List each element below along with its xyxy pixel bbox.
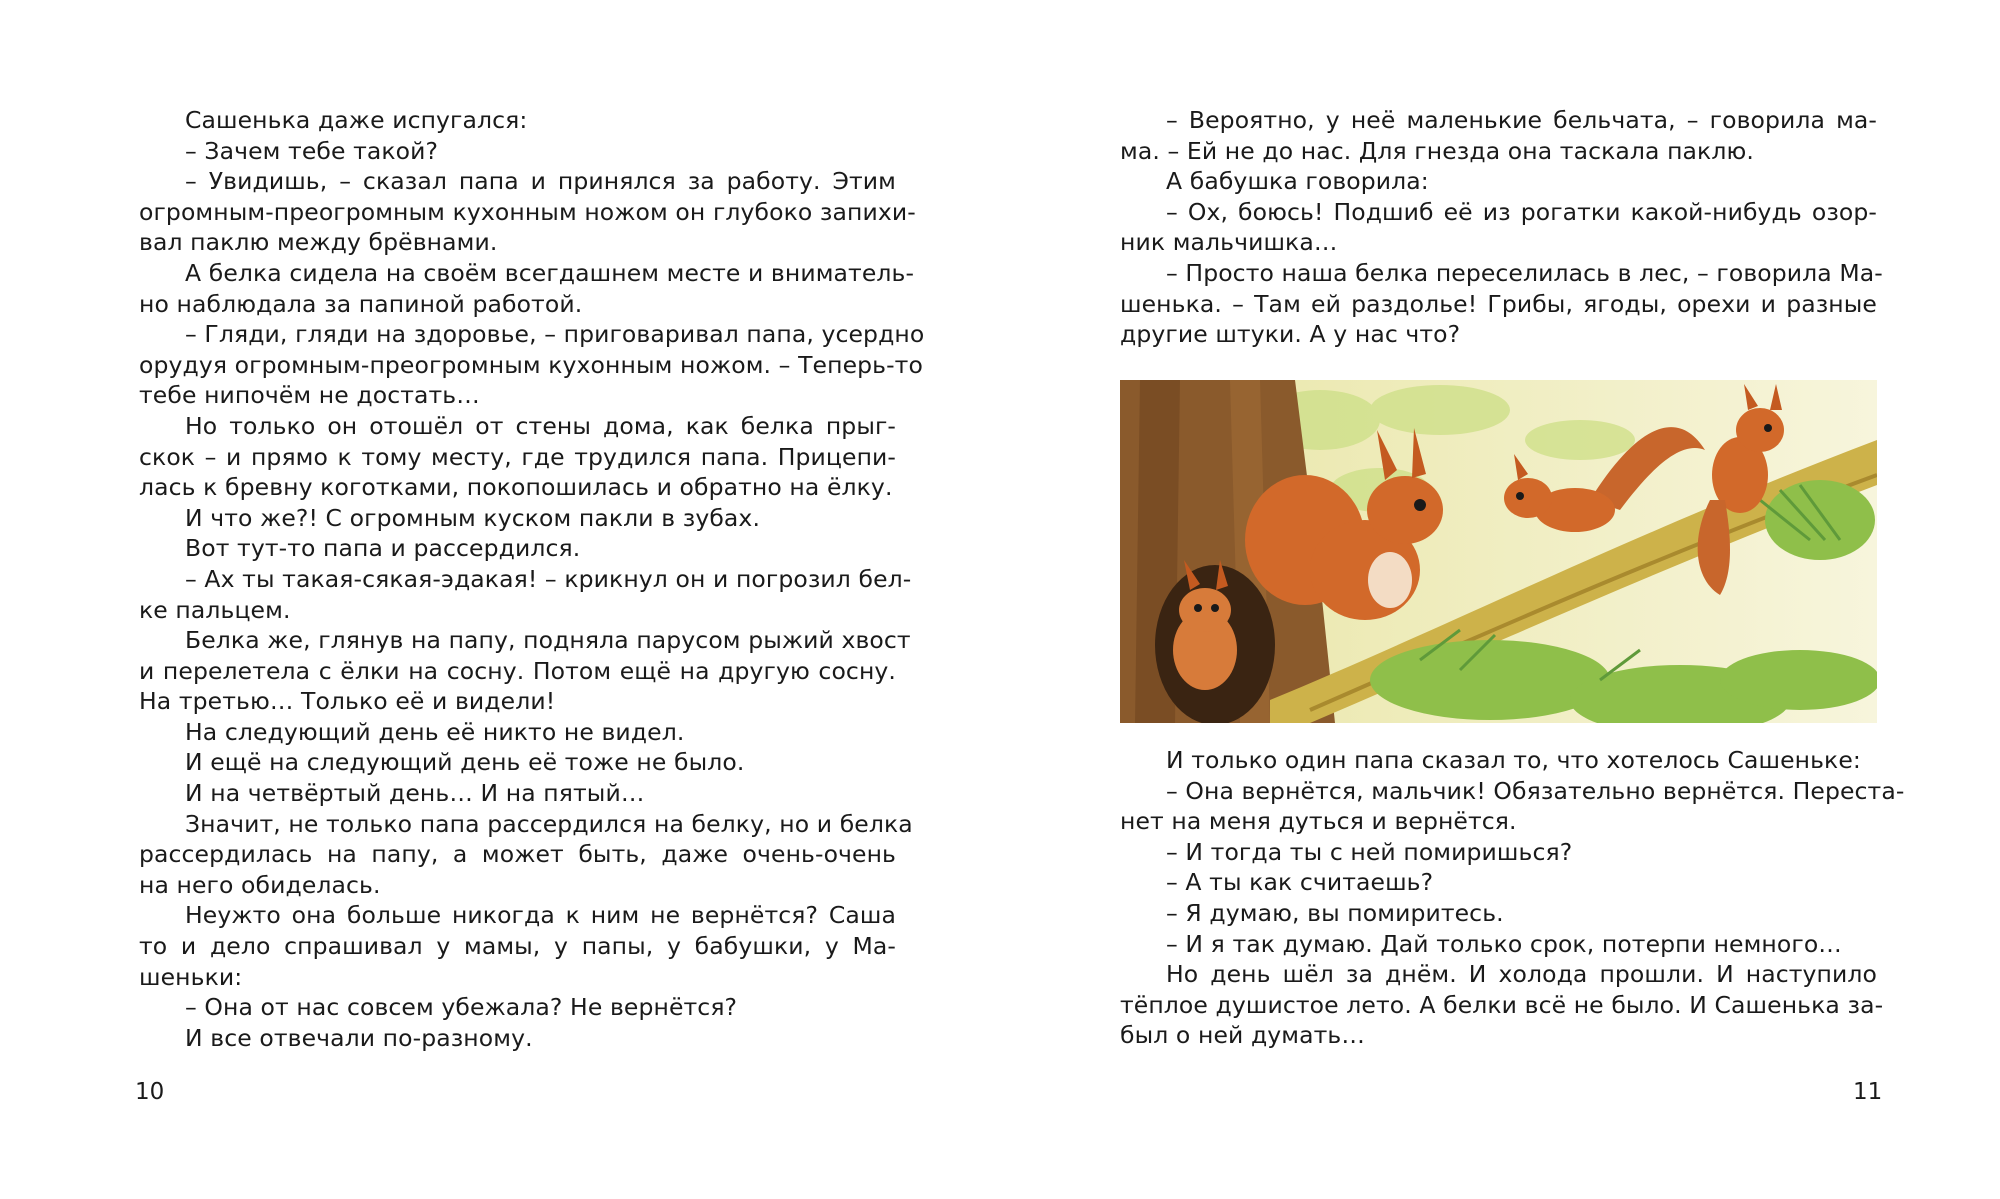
text-line: И ещё на следующий день её тоже не было.	[185, 748, 745, 777]
text-line: лась к бревну коготками, покопошилась и обратно на ёлку.	[139, 473, 893, 502]
text-line: вал паклю между брёвнами.	[139, 228, 498, 257]
text-line: Вот тут-то папа и рассердился.	[185, 534, 581, 563]
text-line: – Ох, боюсь! Подшиб её из рогатки какой-нибудь озор-	[1166, 197, 1877, 226]
text-line: – Увидишь, – сказал папа и принялся за работу. Этим	[185, 167, 896, 196]
text-line: Белка же, глянув на папу, подняла парусом рыжий хвост	[185, 626, 911, 655]
right-page-text-bottom	[1120, 745, 1905, 1051]
text-line: Неужто она больше никогда к ним не вернётся? Саша	[185, 901, 896, 930]
text-line: На третью… Только её и видели!	[139, 687, 556, 716]
squirrels-illustration	[1120, 380, 1877, 723]
text-line: Сашенька даже испугался:	[185, 106, 528, 134]
text-line: Но день шёл за днём. И холода прошли. И наступило	[1166, 960, 1877, 989]
text-line: – Она от нас совсем убежала? Не вернётся?	[185, 993, 738, 1022]
text-line: – Гляди, гляди на здоровье, – приговаривал папа, усердно	[185, 320, 925, 349]
text-line: рассердилась на папу, а может быть, даже очень-очень	[139, 840, 896, 869]
text-line: другие штуки. А у нас что?	[1120, 320, 1461, 349]
text-line: огромным-преогромным кухонным ножом он глубоко запихи-	[139, 197, 916, 226]
text-line: И все отвечали по-разному.	[185, 1023, 533, 1052]
text-line: – Зачем тебе такой?	[185, 136, 439, 165]
right-page-text-top	[1120, 105, 1883, 350]
text-line: – И тогда ты с ней помиришься?	[1166, 837, 1573, 866]
text-line: ник мальчишка…	[1120, 228, 1338, 257]
text-line: ма. – Ей не до нас. Для гнезда она таскала паклю.	[1120, 136, 1754, 165]
text-line: И только один папа сказал то, что хотелось Сашеньке:	[1166, 746, 1861, 774]
text-line: На следующий день её никто не видел.	[185, 717, 685, 746]
text-line: Значит, не только папа рассердился на белку, но и белка	[185, 809, 913, 838]
text-line: и перелетела с ёлки на сосну. Потом ещё на другую сосну.	[139, 656, 896, 685]
text-line: Но только он отошёл от стены дома, как белка прыг-	[185, 411, 896, 440]
text-line: – И я так думаю. Дай только срок, потерпи немного…	[1166, 929, 1842, 958]
text-line: И на четвёртый день… И на пятый…	[185, 779, 645, 808]
text-line: – Я думаю, вы помиритесь.	[1166, 898, 1504, 927]
text-line: – Вероятно, у неё маленькие бельчата, – говорила ма-	[1166, 106, 1877, 134]
text-line: был о ней думать…	[1120, 1021, 1365, 1050]
text-line: шеньки:	[139, 962, 243, 991]
text-line: А бабушка говорила:	[1166, 167, 1429, 196]
text-line: ке пальцем.	[139, 595, 291, 624]
text-line: И что же?! С огромным куском пакли в зубах.	[185, 503, 761, 532]
left-page-text	[139, 105, 925, 1053]
text-line: тёплое душистое лето. А белки всё не было. И Сашенька за-	[1120, 990, 1884, 1019]
text-line: – Ах ты такая-сякая-эдакая! – крикнул он и погрозил бел-	[185, 564, 912, 593]
text-line: нет на меня дуться и вернётся.	[1120, 807, 1517, 836]
text-line: – А ты как считаешь?	[1166, 868, 1434, 897]
page-number-right: 11	[1853, 1079, 1883, 1105]
text-line: то и дело спрашивал у мамы, у папы, у бабушки, у Ма-	[139, 932, 896, 961]
text-line: А белка сидела на своём всегдашнем месте и вниматель-	[185, 258, 915, 287]
text-line: орудуя огромным-преогромным кухонным ножом. – Теперь-то	[139, 350, 923, 379]
text-line: тебе нипочём не достать…	[139, 381, 480, 410]
text-line: скок – и прямо к тому месту, где трудился папа. Прицепи-	[139, 442, 896, 471]
text-line: – Она вернётся, мальчик! Обязательно вернётся. Переста-	[1166, 776, 1905, 805]
page-number-left: 10	[135, 1079, 165, 1105]
text-line: – Просто наша белка переселилась в лес, – говорила Ма-	[1166, 258, 1883, 287]
text-line: но наблюдала за папиной работой.	[139, 289, 583, 318]
text-line: шенька. – Там ей раздолье! Грибы, ягоды, орехи и разные	[1120, 289, 1877, 318]
text-line: на него обиделась.	[139, 870, 381, 899]
